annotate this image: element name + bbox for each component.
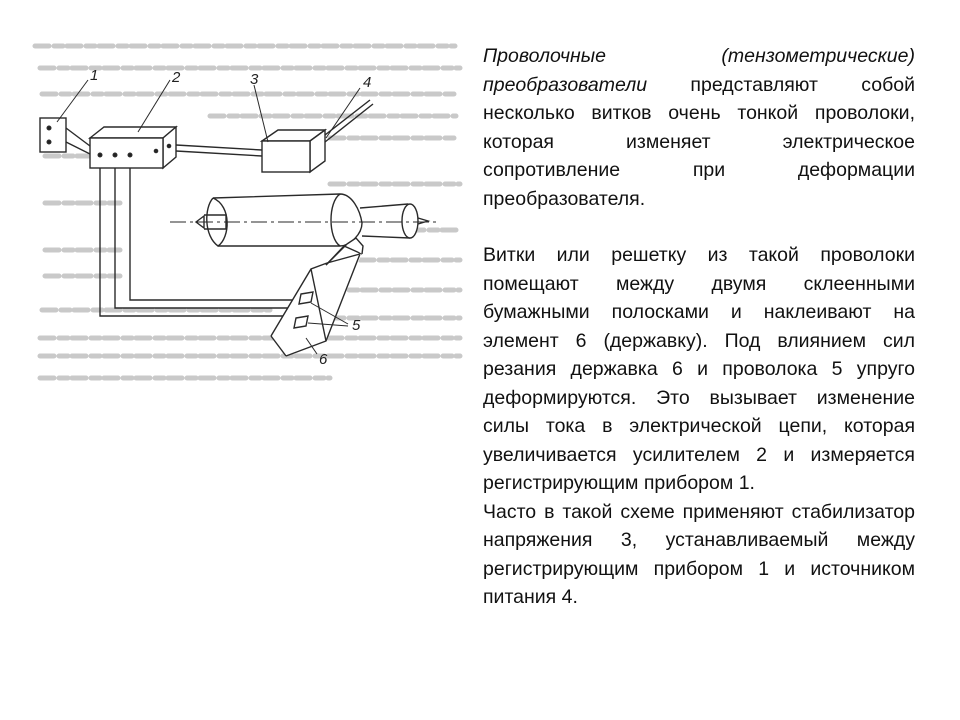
recording-instrument-1 bbox=[40, 118, 66, 152]
workpiece bbox=[170, 194, 440, 246]
stabilizer-3 bbox=[262, 130, 325, 172]
measurement-diagram bbox=[30, 38, 465, 390]
background-print-through bbox=[35, 46, 460, 378]
description-text bbox=[483, 42, 915, 612]
label-6: 6 bbox=[319, 351, 328, 368]
amplifier-2 bbox=[90, 127, 176, 168]
intro-rest: представляют собой несколько витков очень тонкой проволоки, которая изменяет электрическое сопротивление при деформации преобразователя. bbox=[483, 73, 915, 210]
label-1: 1 bbox=[90, 67, 99, 84]
paragraph-mechanism: Витки или решетку из такой проволоки помещают между двумя склеенными бумажными полосками и наклеивают на элемент 6 (державку). Под влиянием сил резания державка 6 и проволока 5 упруго деформируются. Это вызывает изменение силы тока в электрической цепи, которая увеличивается усилителем 2 и измеряется регистрирующим прибором 1. bbox=[483, 244, 915, 494]
label-5: 5 bbox=[352, 317, 361, 334]
label-2: 2 bbox=[172, 69, 181, 86]
label-3: 3 bbox=[250, 71, 259, 88]
term-wire-transducers: Проволочные (тензометрические) преобразователи bbox=[483, 45, 915, 96]
label-4: 4 bbox=[363, 74, 372, 91]
paragraph-intro bbox=[483, 42, 915, 213]
paragraph-stabilizer: Часто в такой схеме применяют стабилизатор напряжения 3, устанавливаемый между регистрирующим прибором 1 и источником питания 4. bbox=[483, 500, 915, 608]
